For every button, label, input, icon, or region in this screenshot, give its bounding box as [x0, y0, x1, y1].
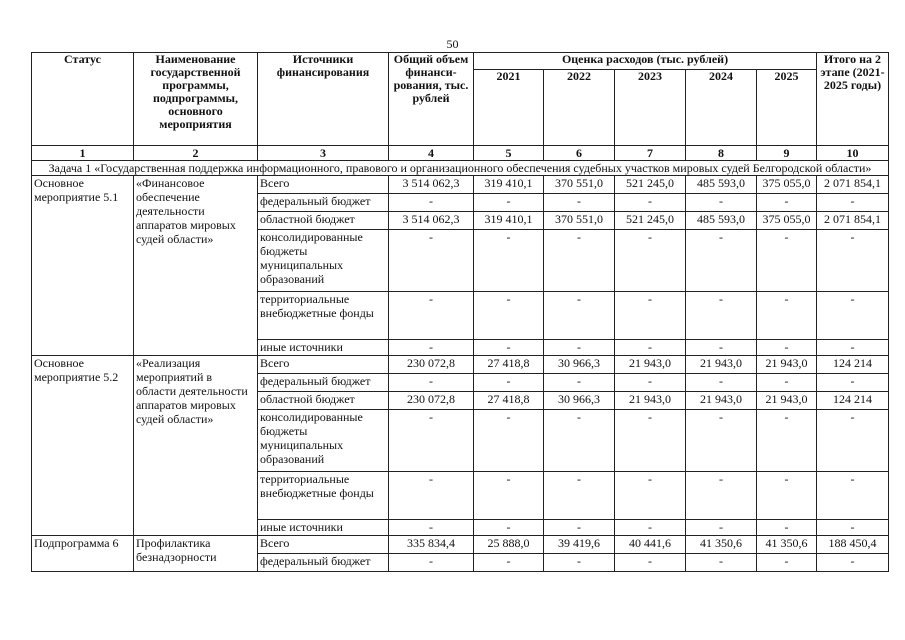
column-number: 2: [134, 146, 258, 161]
row-funding-source: федеральный бюджет: [258, 194, 389, 212]
row-value-cell: 188 450,4: [817, 536, 889, 554]
row-funding-source: территориальные внебюджетные фонды: [258, 292, 389, 340]
row-value-cell: -: [544, 230, 615, 292]
row-value-cell: -: [474, 292, 544, 340]
row-value-cell: -: [757, 340, 817, 356]
row-value-cell: -: [817, 520, 889, 536]
header-total: Общий объем финанси-рования, тыс. рублей: [389, 53, 474, 146]
row-value-cell: -: [615, 472, 686, 520]
row-value-cell: 21 943,0: [757, 356, 817, 374]
row-value-cell: -: [757, 520, 817, 536]
row-funding-source: федеральный бюджет: [258, 374, 389, 392]
table-row: [32, 536, 889, 554]
row-program-name: Профилактика безнадзорности: [134, 536, 258, 572]
column-number: 7: [615, 146, 686, 161]
row-value-cell: -: [474, 472, 544, 520]
row-value-cell: -: [474, 340, 544, 356]
row-value-cell: -: [544, 340, 615, 356]
row-value-cell: -: [474, 520, 544, 536]
task-row: [32, 161, 889, 176]
row-value-cell: 2 071 854,1: [817, 212, 889, 230]
row-value-cell: -: [474, 194, 544, 212]
row-value-cell: -: [757, 554, 817, 572]
row-value-cell: -: [686, 230, 757, 292]
row-value-cell: 370 551,0: [544, 176, 615, 194]
row-value-cell: -: [389, 230, 474, 292]
row-value-cell: -: [474, 554, 544, 572]
header-source: Источники финансирования: [258, 53, 389, 146]
row-value-cell: -: [686, 340, 757, 356]
row-value-cell: -: [757, 410, 817, 472]
row-value-cell: -: [544, 472, 615, 520]
row-value-cell: 21 943,0: [686, 356, 757, 374]
column-number: 4: [389, 146, 474, 161]
row-value-cell: -: [474, 230, 544, 292]
budget-table: [31, 52, 889, 572]
column-number: 8: [686, 146, 757, 161]
row-value-cell: -: [615, 374, 686, 392]
row-value-cell: -: [389, 292, 474, 340]
row-value-cell: -: [686, 554, 757, 572]
row-value-cell: 21 943,0: [615, 356, 686, 374]
row-value-cell: -: [686, 292, 757, 340]
task-title: Задача 1 «Государственная поддержка информационного, правового и организационного обеспечения судебных участков мировых судей Белгородской области»: [32, 161, 889, 176]
column-number: 10: [817, 146, 889, 161]
row-value-cell: -: [686, 472, 757, 520]
row-value-cell: -: [389, 520, 474, 536]
row-value-cell: 21 943,0: [615, 392, 686, 410]
header-name: Наименование государственной программы, подпрограммы, основного мероприятия: [134, 53, 258, 146]
row-value-cell: -: [389, 410, 474, 472]
row-value-cell: -: [389, 340, 474, 356]
row-funding-source: Всего: [258, 536, 389, 554]
row-value-cell: -: [686, 194, 757, 212]
row-value-cell: 30 966,3: [544, 356, 615, 374]
row-value-cell: 370 551,0: [544, 212, 615, 230]
row-value-cell: 25 888,0: [474, 536, 544, 554]
row-program-name: «Финансовое обеспечение деятельности аппаратов мировых судей области»: [134, 176, 258, 356]
row-value-cell: -: [757, 292, 817, 340]
row-funding-source: областной бюджет: [258, 212, 389, 230]
row-value-cell: -: [817, 194, 889, 212]
row-value-cell: 3 514 062,3: [389, 176, 474, 194]
row-value-cell: 230 072,8: [389, 392, 474, 410]
row-value-cell: -: [686, 520, 757, 536]
row-status: Основное мероприятие 5.1: [32, 176, 134, 356]
row-value-cell: 39 419,6: [544, 536, 615, 554]
row-value-cell: 3 514 062,3: [389, 212, 474, 230]
column-number: 1: [32, 146, 134, 161]
row-value-cell: -: [389, 374, 474, 392]
row-value-cell: -: [615, 554, 686, 572]
column-number-row: [32, 146, 889, 161]
header-final: Итого на 2 этапе (2021-2025 годы): [817, 53, 889, 146]
row-value-cell: 375 055,0: [757, 176, 817, 194]
row-value-cell: 230 072,8: [389, 356, 474, 374]
row-value-cell: 21 943,0: [757, 392, 817, 410]
row-value-cell: -: [474, 410, 544, 472]
row-value-cell: 335 834,4: [389, 536, 474, 554]
row-value-cell: -: [817, 554, 889, 572]
row-value-cell: -: [757, 472, 817, 520]
row-value-cell: 124 214: [817, 356, 889, 374]
row-value-cell: 521 245,0: [615, 212, 686, 230]
row-value-cell: -: [615, 230, 686, 292]
row-value-cell: -: [757, 230, 817, 292]
row-value-cell: -: [474, 374, 544, 392]
table-row: [32, 356, 889, 374]
row-funding-source: консолидированные бюджеты муниципальных образований: [258, 230, 389, 292]
row-value-cell: 27 418,8: [474, 356, 544, 374]
row-value-cell: -: [817, 340, 889, 356]
header-status: Статус: [32, 53, 134, 146]
row-value-cell: -: [389, 554, 474, 572]
column-number: 3: [258, 146, 389, 161]
row-value-cell: -: [817, 230, 889, 292]
column-number: 6: [544, 146, 615, 161]
row-value-cell: -: [544, 554, 615, 572]
row-value-cell: 375 055,0: [757, 212, 817, 230]
row-value-cell: -: [615, 340, 686, 356]
row-value-cell: -: [817, 410, 889, 472]
row-funding-source: иные источники: [258, 340, 389, 356]
row-value-cell: 21 943,0: [686, 392, 757, 410]
row-value-cell: 521 245,0: [615, 176, 686, 194]
header-year: 2022: [544, 70, 615, 146]
row-funding-source: консолидированные бюджеты муниципальных образований: [258, 410, 389, 472]
row-value-cell: 41 350,6: [757, 536, 817, 554]
header-year: 2025: [757, 70, 817, 146]
row-value-cell: 124 214: [817, 392, 889, 410]
row-value-cell: -: [544, 292, 615, 340]
row-value-cell: -: [686, 410, 757, 472]
header-year: 2024: [686, 70, 757, 146]
row-value-cell: -: [389, 472, 474, 520]
row-value-cell: -: [544, 520, 615, 536]
row-value-cell: 485 593,0: [686, 212, 757, 230]
row-funding-source: областной бюджет: [258, 392, 389, 410]
page-number: 50: [446, 37, 459, 51]
row-funding-source: Всего: [258, 176, 389, 194]
row-value-cell: -: [615, 194, 686, 212]
row-value-cell: -: [817, 472, 889, 520]
header-estimate: Оценка расходов (тыс. рублей): [474, 53, 817, 70]
row-value-cell: -: [686, 374, 757, 392]
row-value-cell: -: [615, 292, 686, 340]
row-value-cell: -: [615, 410, 686, 472]
row-value-cell: 41 350,6: [686, 536, 757, 554]
row-value-cell: -: [544, 410, 615, 472]
row-funding-source: федеральный бюджет: [258, 554, 389, 572]
row-funding-source: территориальные внебюджетные фонды: [258, 472, 389, 520]
row-value-cell: 2 071 854,1: [817, 176, 889, 194]
row-program-name: «Реализация мероприятий в области деятельности аппаратов мировых судей области»: [134, 356, 258, 536]
header-year: 2021: [474, 70, 544, 146]
row-status: Основное мероприятие 5.2: [32, 356, 134, 536]
row-value-cell: 319 410,1: [474, 176, 544, 194]
row-value-cell: -: [389, 194, 474, 212]
header-year: 2023: [615, 70, 686, 146]
column-number: 5: [474, 146, 544, 161]
row-value-cell: 40 441,6: [615, 536, 686, 554]
row-value-cell: -: [817, 374, 889, 392]
table-row: [32, 176, 889, 194]
column-number: 9: [757, 146, 817, 161]
row-funding-source: Всего: [258, 356, 389, 374]
row-status: Подпрограмма 6: [32, 536, 134, 572]
row-value-cell: 27 418,8: [474, 392, 544, 410]
row-value-cell: -: [544, 374, 615, 392]
row-value-cell: 30 966,3: [544, 392, 615, 410]
row-value-cell: -: [544, 194, 615, 212]
row-value-cell: -: [757, 194, 817, 212]
row-value-cell: 319 410,1: [474, 212, 544, 230]
row-value-cell: 485 593,0: [686, 176, 757, 194]
row-value-cell: -: [615, 520, 686, 536]
row-funding-source: иные источники: [258, 520, 389, 536]
row-value-cell: -: [817, 292, 889, 340]
row-value-cell: -: [757, 374, 817, 392]
